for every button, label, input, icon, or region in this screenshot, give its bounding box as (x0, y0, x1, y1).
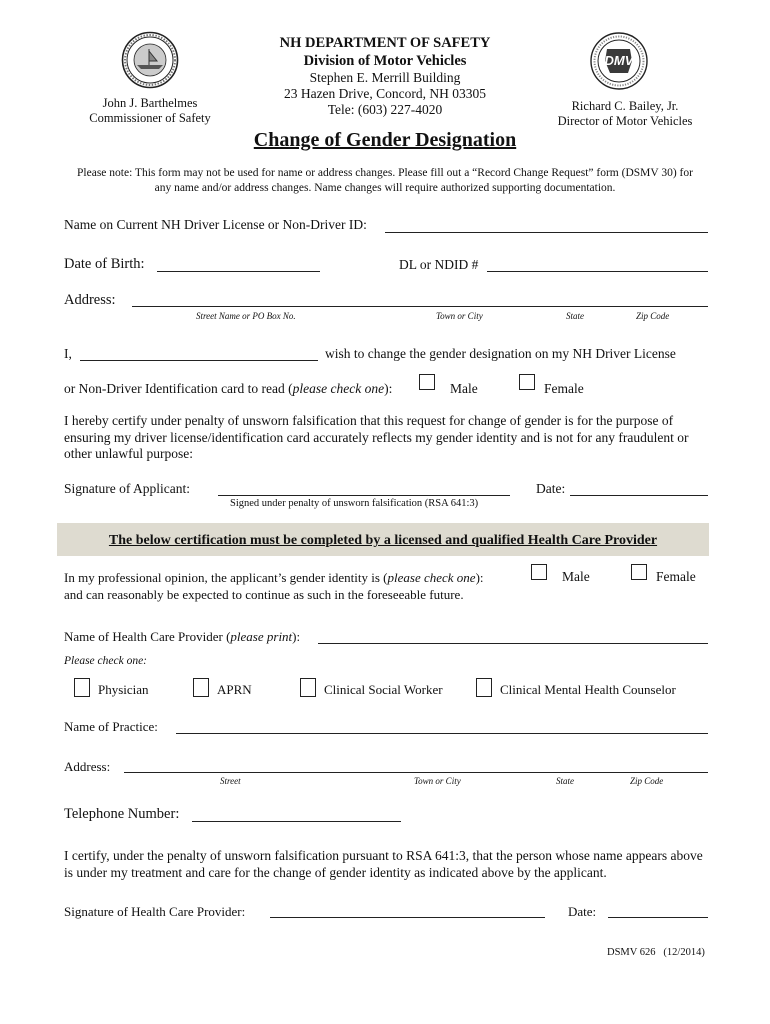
dl-field[interactable] (487, 271, 708, 272)
applicant-name-field[interactable] (80, 360, 318, 361)
provider-address-field[interactable] (124, 772, 708, 773)
counselor-label: Clinical Mental Health Counselor (500, 682, 676, 697)
provider-banner-text: The below certification must be completed by a licensed and qualified Health Care Provider (108, 533, 658, 548)
street-address: 23 Hazen Drive, Concord, NH 03305 (283, 86, 487, 101)
practice-field[interactable] (176, 733, 708, 734)
address-label: Address: (64, 292, 116, 308)
dob-label: Date of Birth: (64, 256, 145, 272)
commissioner-block (65, 96, 235, 126)
provider-addr-street-caption: Street (220, 776, 241, 786)
aprn-label: APRN (217, 682, 252, 697)
applicant-male-label: Male (450, 381, 478, 396)
applicant-signature-label: Signature of Applicant: (64, 481, 190, 496)
applicant-female-checkbox[interactable] (519, 374, 535, 390)
header-block (235, 34, 535, 118)
form-note: Please note: This form may not be used for name or address changes. Please fill out a “Record Change Request” form (DSMV 30) for any name and/or address changes. Name changes will require authorized supporting documentation. (77, 167, 693, 194)
addr-state-caption: State (566, 311, 584, 321)
license-name-field[interactable] (385, 232, 708, 233)
applicant-signature-note: Signed under penalty of unsworn falsification (RSA 641:3) (230, 498, 479, 509)
i-label: I, (64, 346, 72, 361)
building-name: Stephen E. Merrill Building (309, 70, 461, 85)
provider-male-label: Male (562, 569, 590, 584)
applicant-female-label: Female (544, 381, 584, 396)
commissioner-name: John J. Barthelmes (102, 96, 198, 110)
dmv-logo-text: DMV (604, 53, 634, 68)
provider-opinion-text: In my professional opinion, the applicant’s gender identity is (please check one): (64, 570, 484, 585)
form-title: Change of Gender Designation (253, 129, 517, 151)
please-check-one-label: Please check one: (64, 655, 148, 667)
provider-addr-state-caption: State (556, 776, 574, 786)
provider-address-label: Address: (64, 759, 111, 774)
provider-female-checkbox[interactable] (631, 564, 647, 580)
provider-opinion-cont: and can reasonably be expected to continue as such in the foreseeable future. (64, 587, 464, 602)
physician-checkbox[interactable] (74, 678, 90, 697)
dob-field[interactable] (157, 271, 320, 272)
applicant-date-label: Date: (536, 481, 566, 496)
practice-label: Name of Practice: (64, 719, 158, 734)
provider-signature-label: Signature of Health Care Provider: (64, 904, 246, 919)
license-name-label: Name on Current NH Driver License or Non-Driver ID: (64, 217, 367, 232)
provider-female-label: Female (656, 569, 696, 584)
applicant-certify-text: I hereby certify under penalty of unsworn falsification that this request for change of gender is for the purpose of ensuring my driver license/identification card accurately reflects my gender identity and is not for any fraudulent or other unlawful purpose: (64, 413, 689, 461)
provider-name-label: Name of Health Care Provider (please print): (64, 629, 301, 644)
director-name: Richard C. Bailey, Jr. (571, 99, 679, 113)
department-name: NH DEPARTMENT OF SAFETY (279, 35, 491, 51)
commissioner-title: Commissioner of Safety (89, 111, 211, 125)
addr-town-caption: Town or City (436, 311, 483, 321)
provider-date-label: Date: (568, 904, 597, 919)
director-title: Director of Motor Vehicles (557, 114, 693, 128)
card-read-text: or Non-Driver Identification card to read (please check one): (64, 381, 393, 396)
provider-male-checkbox[interactable] (531, 564, 547, 580)
address-field[interactable] (132, 306, 708, 307)
addr-zip-caption: Zip Code (636, 311, 670, 321)
provider-addr-zip-caption: Zip Code (630, 776, 664, 786)
aprn-checkbox[interactable] (193, 678, 209, 697)
dl-label: DL or NDID # (399, 257, 479, 272)
director-block (535, 99, 715, 129)
applicant-signature-field[interactable] (218, 495, 510, 496)
counselor-checkbox[interactable] (476, 678, 492, 697)
addr-street-caption: Street Name or PO Box No. (196, 311, 296, 321)
provider-name-field[interactable] (318, 643, 708, 644)
telephone-field[interactable] (192, 821, 401, 822)
division-name: Division of Motor Vehicles (303, 53, 467, 69)
applicant-male-checkbox[interactable] (419, 374, 435, 390)
form-id: DSMV 626 (12/2014) (607, 947, 705, 958)
social-worker-label: Clinical Social Worker (324, 682, 443, 697)
applicant-date-field[interactable] (570, 495, 708, 496)
physician-label: Physician (98, 682, 149, 697)
phone-number: Tele: (603) 227-4020 (327, 102, 443, 117)
dmv-logo (590, 31, 648, 91)
telephone-label: Telephone Number: (64, 806, 180, 822)
provider-addr-town-caption: Town or City (414, 776, 461, 786)
provider-date-field[interactable] (608, 917, 708, 918)
provider-certify-text: I certify, under the penalty of unsworn falsification pursuant to RSA 641:3, that the person whose name appears above is under my treatment and care for the change of gender identity as indicated above by the applicant. (64, 848, 703, 880)
wish-text: wish to change the gender designation on my NH Driver License (325, 346, 676, 361)
social-worker-checkbox[interactable] (300, 678, 316, 697)
state-seal-logo (121, 31, 179, 89)
provider-signature-field[interactable] (270, 917, 545, 918)
